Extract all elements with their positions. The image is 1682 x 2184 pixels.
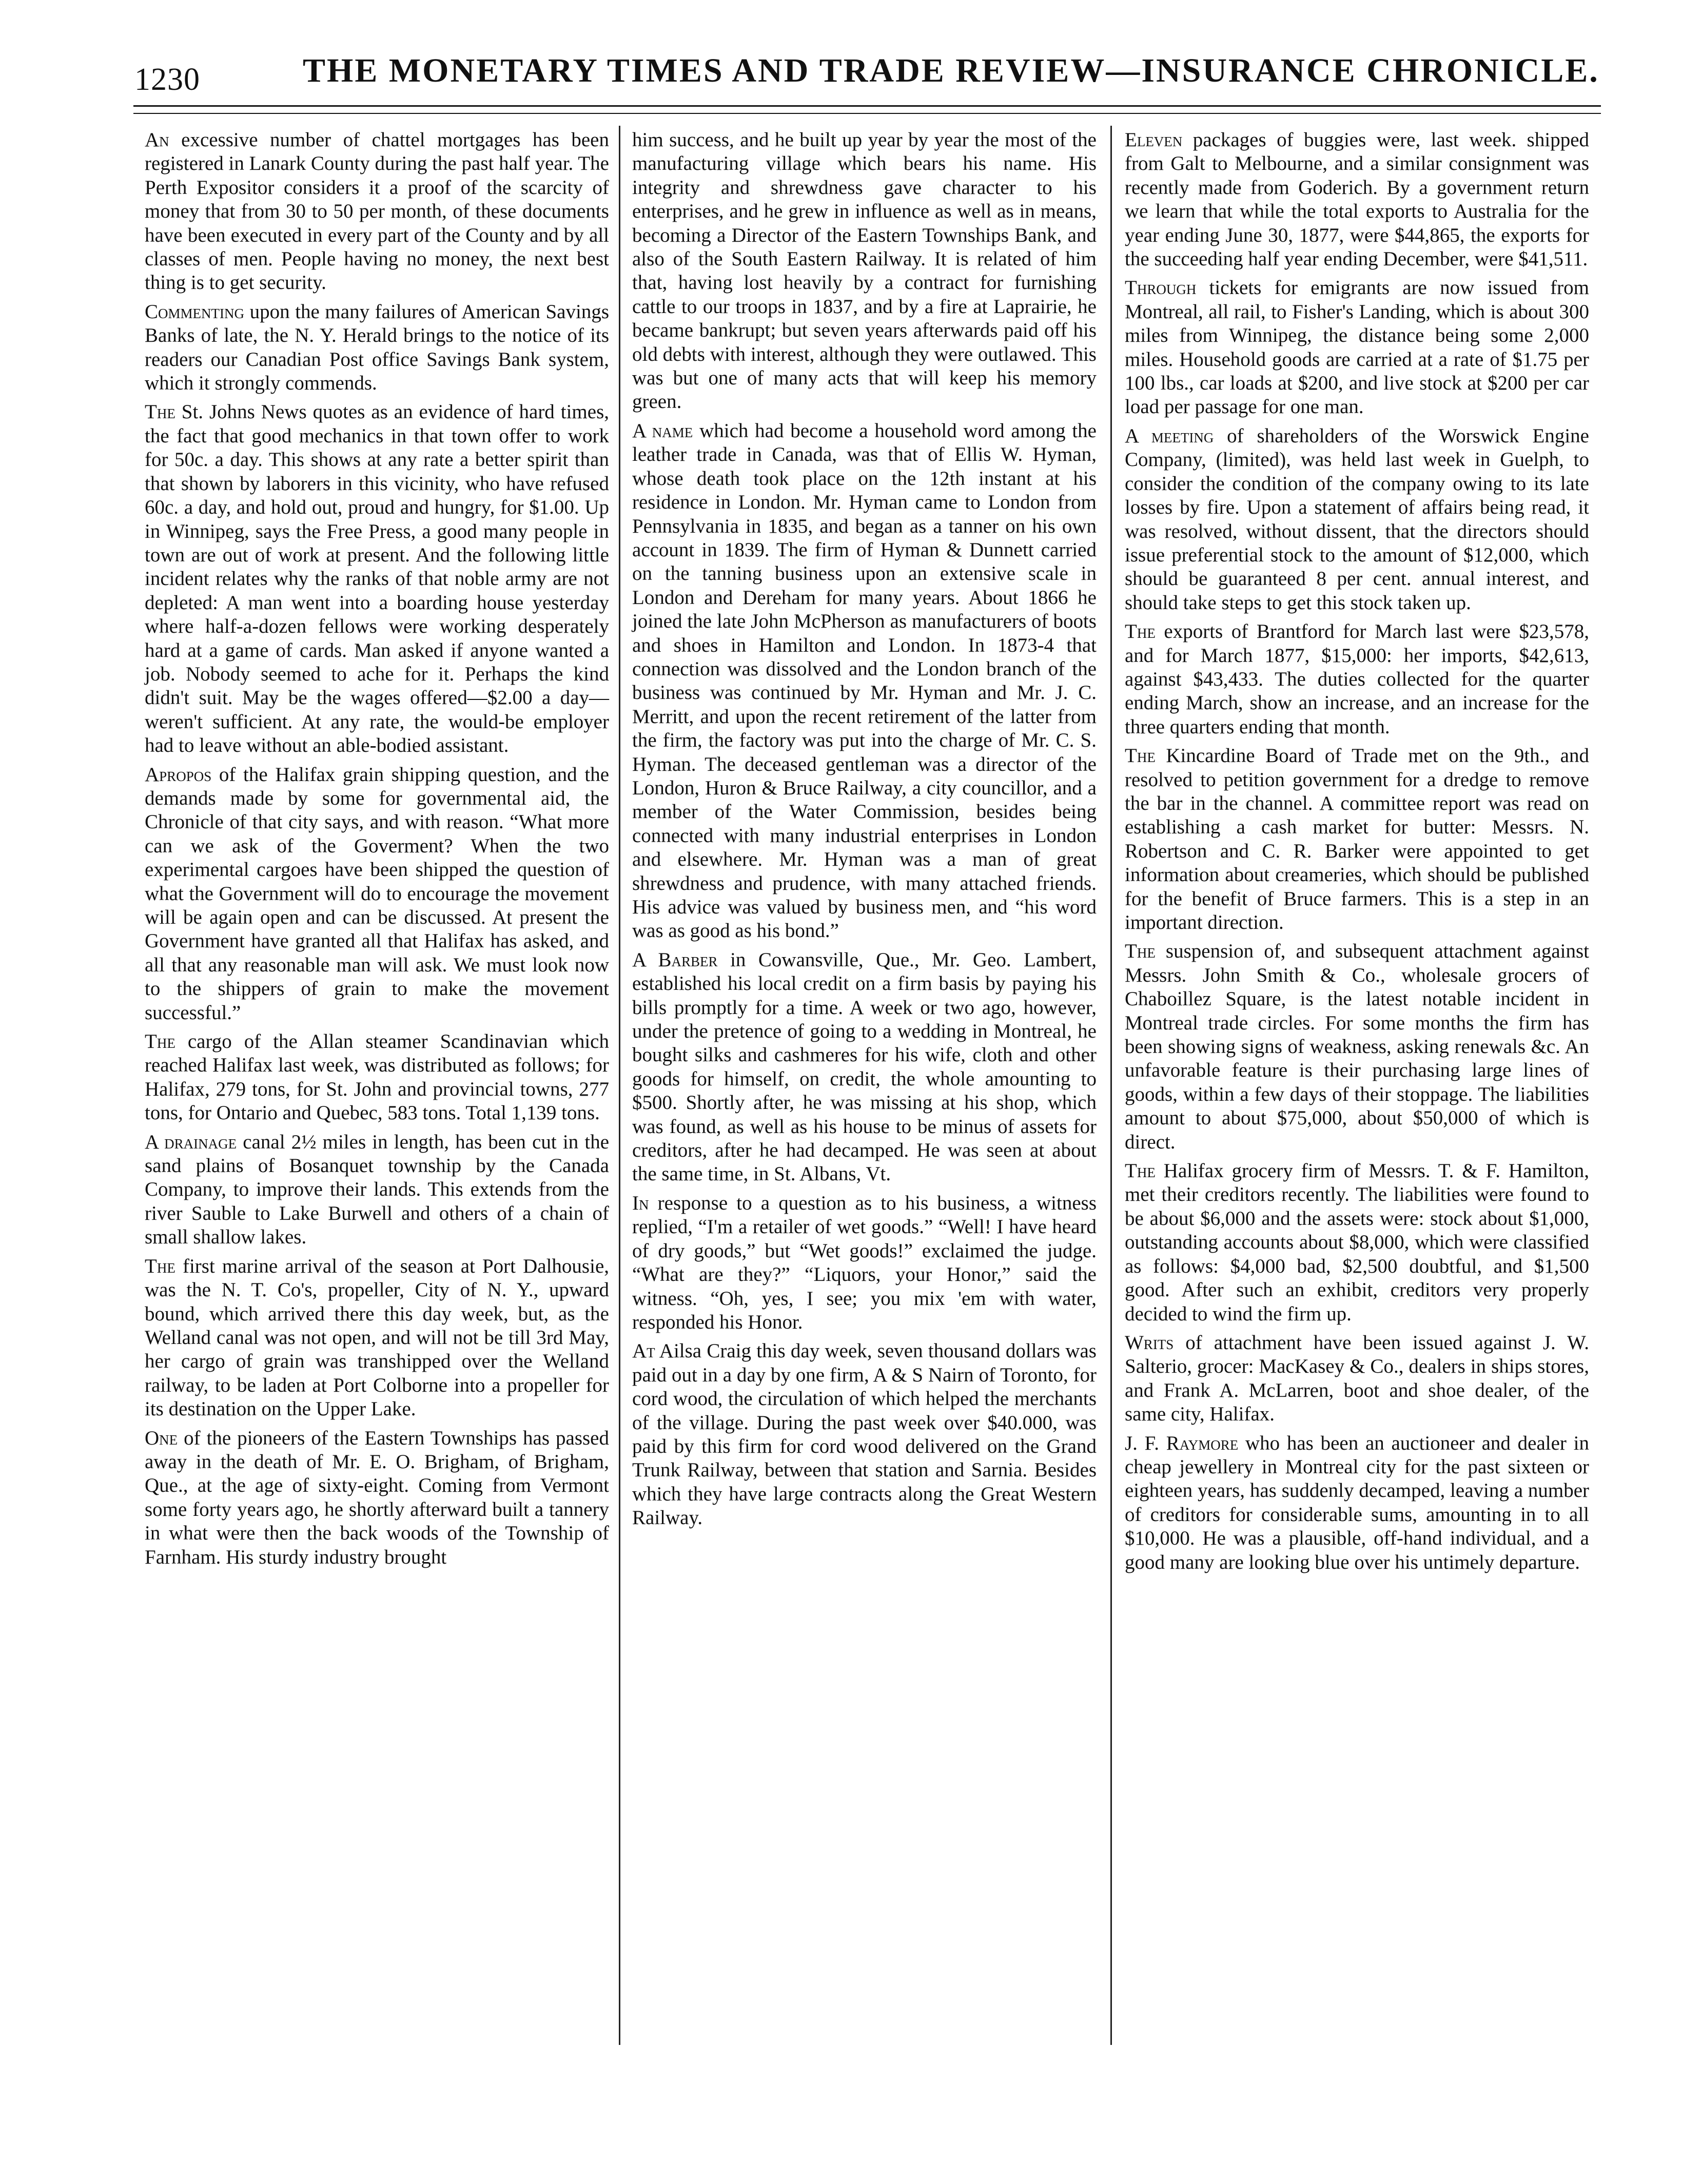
page-number: 1230: [134, 62, 200, 97]
paragraph-text: exports of Brantford for March last were $23,578, and for March 1877, $15,000: her imports, $42,613, against $43,433. The duties collected for the quarter ending March, show an increase, and an increase for the three quarters ending that month.: [1125, 620, 1589, 738]
article-paragraph: [1125, 1432, 1589, 1574]
article-paragraph: [632, 128, 1097, 414]
paragraph-lead: Eleven: [1125, 129, 1183, 151]
paragraph-lead: The: [1125, 620, 1156, 643]
paragraph-text: tickets for emigrants are now issued from Montreal, all rail, to Fisher's Landing, which is about 300 miles from Winnipeg, the distance being some 2,000 miles. Household goods are carried at a rate of $1.75 per 100 lbs., car loads at $200, and live stock at $200 per car load per passage for one man.: [1125, 277, 1589, 418]
header-rule: [133, 105, 1601, 107]
paragraph-text: him success, and he built up year by year the most of the manufacturing village which bears his name. His integrity and shrewdness gave character to his enterprises, and he grew in influence as well as in means, becoming a Director of the Eastern Townships Bank, and also of the South Eastern Railway. It is related of him that, having lost heavily by a contract for furnishing cattle to our troops in 1837, and by a fire at Laprairie, he became bankrupt; but seven years afterwards paid off his old debts with interest, although they were outlawed. This was but one of many acts that will keep his memory green.: [632, 129, 1097, 413]
article-paragraph: [1125, 1331, 1589, 1427]
paragraph-lead: A meeting: [1125, 424, 1214, 447]
paragraph-text: excessive number of chattel mortgages has been registered in Lanark County during the past half year. The Perth Expositor considers it a proof of the scarcity of money that from 30 to 50 per month, of these documents have been executed in every part of the County and by all classes of men. People having no money, the next best thing is to get security.: [145, 129, 609, 294]
paragraph-lead: At: [632, 1340, 655, 1362]
article-paragraph: [1125, 128, 1589, 271]
paragraph-text: in Cowansville, Que., Mr. Geo. Lambert, established his local credit on a firm basis by paying his bills promptly for a time. A week or two ago, however, under the pretence of going to a wedding in Montreal, he bought silks and cashmeres for his wife, cloth and other goods for himself, on credit, the whole amounting to $500. Shortly after, he was missing at his shop, which was found, as well as his house to be minus of assets for creditors, after he had decamped. He was seen at about the same time, in St. Albans, Vt.: [632, 948, 1097, 1185]
paragraph-lead: One: [145, 1427, 178, 1449]
article-paragraph: [145, 300, 609, 396]
article-paragraph: [632, 1192, 1097, 1334]
paragraph-lead: Through: [1125, 277, 1197, 299]
paragraph-lead: The: [145, 1030, 175, 1053]
article-paragraph: [145, 1130, 609, 1250]
paragraph-text: Halifax grocery firm of Messrs. T. & F. Hamilton, met their creditors recently. The liabilities were found to be about $6,000 and the assets were: stock about $1,000, outstanding accounts about $8,000, which were classified as follows: $4,000 bad, $2,500 doubtful, and $1,500 good. After such an exhibit, creditors very properly decided to wind the firm up.: [1125, 1160, 1589, 1325]
paragraph-text: packages of buggies were, last week. shipped from Galt to Melbourne, and a similar consignment was recently made from Goderich. By a government return we learn that while the total exports to Australia for the year ending June 30, 1877, were $44,865, the exports for the succeeding half year ending December, were $41,511.: [1125, 129, 1589, 270]
article-paragraph: [1125, 940, 1589, 1154]
column-2: [632, 128, 1097, 1535]
paragraph-lead: The: [1125, 745, 1156, 767]
article-paragraph: [145, 1255, 609, 1421]
article-paragraph: [1125, 1159, 1589, 1326]
article-paragraph: [1125, 276, 1589, 419]
paragraph-text: response to a question as to his business, a witness replied, “I'm a retailer of wet goods.” “Well! I have heard of dry goods,” but “Wet goods!” exclaimed the judge. “What are they?” “Liquors, your Honor,” said the witness. “Oh, yes, I see; you mix 'em with water, responded his Honor.: [632, 1192, 1097, 1333]
paragraph-lead: Commenting: [145, 300, 244, 323]
paragraph-lead: Writs: [1125, 1331, 1174, 1354]
paragraph-lead: The: [1125, 1160, 1156, 1182]
paragraph-text: Ailsa Craig this day week, seven thousand dollars was paid out in a day by one firm, A & S Nairn of Toronto, for cord wood, the circulation of which helped the merchants of the village. During the past week over $40.000, was paid by this firm for cord wood delivered on the Grand Trunk Railway, between that station and Sarnia. Besides which they have large contracts along the Great Western Railway.: [632, 1340, 1097, 1529]
column-divider-2: [1110, 126, 1112, 2045]
masthead-title: THE MONETARY TIMES AND TRADE REVIEW—INSURANCE CHRONICLE.: [303, 52, 1599, 89]
paragraph-text: of the pioneers of the Eastern Townships has passed away in the death of Mr. E. O. Brigham, of Brigham, Que., at the age of sixty-eight. Coming from Vermont some forty years ago, he shortly afterward built a tannery in what were then the back woods of the Township of Farnham. His sturdy industry brought: [145, 1427, 609, 1568]
paragraph-text: of attachment have been issued against J. W. Salterio, grocer: MacKasey & Co., dealers in ships stores, and Frank A. McLarren, boot and shoe dealer, of the same city, Halifax.: [1125, 1331, 1589, 1426]
paragraph-lead: An: [145, 129, 169, 151]
paragraph-lead: The: [145, 401, 175, 423]
article-paragraph: [1125, 620, 1589, 739]
article-paragraph: [145, 128, 609, 295]
article-paragraph: [632, 948, 1097, 1186]
paragraph-lead: A name: [632, 419, 693, 442]
column-3: [1125, 128, 1589, 1580]
column-1: [145, 128, 609, 1574]
paragraph-text: of shareholders of the Worswick Engine Company, (limited), was held last week in Guelph, to consider the condition of the company owing to its late losses by fire. Upon a statement of affairs being read, it was resolved, without dissent, that the directors should issue preferential stock to the amount of $12,000, which should be guaranteed 8 per cent. annual interest, and should take steps to get this stock taken up.: [1125, 424, 1589, 614]
paragraph-text: suspension of, and subsequent attachment against Messrs. John Smith & Co., wholesale grocers of Chaboillez Square, is the latest notable incident in Montreal trade circles. For some months the firm has been showing signs of weakness, asking renewals &c. An unfavorable feature is their purchasing large lines of goods, within a few days of their stoppage. The liabilities amount to about $75,000, about $50,000 of which is direct.: [1125, 940, 1589, 1153]
paragraph-text: which had become a household word among the leather trade in Canada, was that of Ellis W. Hyman, whose death took place on the 12th instant at his residence in London. Mr. Hyman came to London from Pennsylvania in 1835, and began as a tanner on his own account in 1839. The firm of Hyman & Dunnett carried on the tanning business upon an extensive scale in London and Dereham for many years. About 1866 he joined the late John McPherson as manufacturers of boots and shoes in Hamilton and London. In 1873-4 that connection was dissolved and the London branch of the business was continued by Mr. Hyman and Mr. J. C. Merritt, and upon the recent retirement of the latter from the firm, the factory was put into the charge of Mr. C. S. Hyman. The deceased gentleman was a director of the London, Huron & Bruce Railway, a city councillor, and a member of the Water Commission, besides being connected with many industrial enterprises in London and elsewhere. Mr. Hyman was a man of great shrewdness and prudence, with many attached friends. His advice was valued by business men, and “his word was as good as his bond.”: [632, 419, 1097, 942]
paragraph-text: who has been an auctioneer and dealer in cheap jewellery in Montreal city for the past sixteen or eighteen years, has suddenly decamped, leaving a number of creditors for considerable sums, amounting in to all $10,000. He was a plausible, off-hand individual, and a good many are looking blue over his untimely departure.: [1125, 1432, 1589, 1573]
paragraph-lead: A Barber: [632, 948, 718, 971]
article-paragraph: [632, 1339, 1097, 1530]
paragraph-text: of the Halifax grain shipping question, and the demands made by some for governmental aid, the Chronicle of that city says, and with reason. “What more can we ask of the Goverment? When the two experimental cargoes have been shipped the question of what the Government will do to encourage the movement will be again open and can be discussed. At present the Government have granted all that Halifax has asked, and all that any reasonable man will ask. We must look now to the shippers of grain to make the movement successful.”: [145, 763, 609, 1024]
paragraph-text: St. Johns News quotes as an evidence of hard times, the fact that good mechanics in that town offer to work for 50c. a day. This shows at any rate a better spirit than that shown by laborers in this vicinity, who have refused 60c. a day, and hold out, proud and hungry, for $1.00. Up in Winnipeg, says the Free Press, a good many people in town are out of work at present. And the following little incident relates why the ranks of that noble army are not depleted: A man went into a boarding house yesterday where half-a-dozen fellows were working desperately hard at a game of cards. Man asked if anyone wanted a job. Nobody seemed to ache for it. Perhaps the kind didn't suit. May be the wages offered—$2.00 a day—weren't sufficient. At any rate, the would-be employer had to leave without an able-bodied assistant.: [145, 401, 609, 757]
header-rule-thin: [133, 113, 1601, 114]
article-paragraph: [632, 419, 1097, 943]
paragraph-lead: The: [1125, 940, 1156, 963]
paragraph-lead: J. F. Raymore: [1125, 1432, 1239, 1454]
paragraph-text: canal 2½ miles in length, has been cut in the sand plains of Bosanquet township by the Canada Company, to improve their lands. This extends from the river Sauble to Lake Burwell and others of a chain of small shallow lakes.: [145, 1130, 609, 1249]
article-paragraph: [145, 1030, 609, 1125]
column-divider-1: [619, 126, 620, 2045]
article-paragraph: [1125, 424, 1589, 615]
paragraph-text: upon the many failures of American Savings Banks of late, the N. Y. Herald brings to the notice of its readers our Canadian Post office Savings Bank system, which it strongly commends.: [145, 300, 609, 395]
paragraph-text: first marine arrival of the season at Port Dalhousie, was the N. T. Co's, propeller, City of N. Y., upward bound, which arrived there this day week, but, as the Welland canal was not open, and will not be till 3rd May, her cargo of grain was transhipped over the Welland railway, to be laden at Port Colborne into a propeller for its destination on the Upper Lake.: [145, 1255, 609, 1420]
article-paragraph: [145, 763, 609, 1025]
paragraph-lead: Apropos: [145, 763, 212, 786]
paragraph-text: Kincardine Board of Trade met on the 9th., and resolved to petition government for a dredge to remove the bar in the channel. A committee report was read on establishing a cash market for butter: Messrs. N. Robertson and C. R. Barker were appointed to get information about creameries, which should be published for the benefit of Bruce farmers. This is a step in an important direction.: [1125, 745, 1589, 933]
paragraph-lead: The: [145, 1255, 175, 1277]
paragraph-lead: A drainage: [145, 1130, 237, 1153]
article-paragraph: [145, 1427, 609, 1569]
article-paragraph: [1125, 744, 1589, 934]
article-paragraph: [145, 400, 609, 757]
paragraph-lead: In: [632, 1192, 649, 1214]
paragraph-text: cargo of the Allan steamer Scandinavian which reached Halifax last week, was distributed as follows; for Halifax, 279 tons, for St. John and provincial towns, 277 tons, for Ontario and Quebec, 583 tons. Total 1,139 tons.: [145, 1030, 609, 1124]
